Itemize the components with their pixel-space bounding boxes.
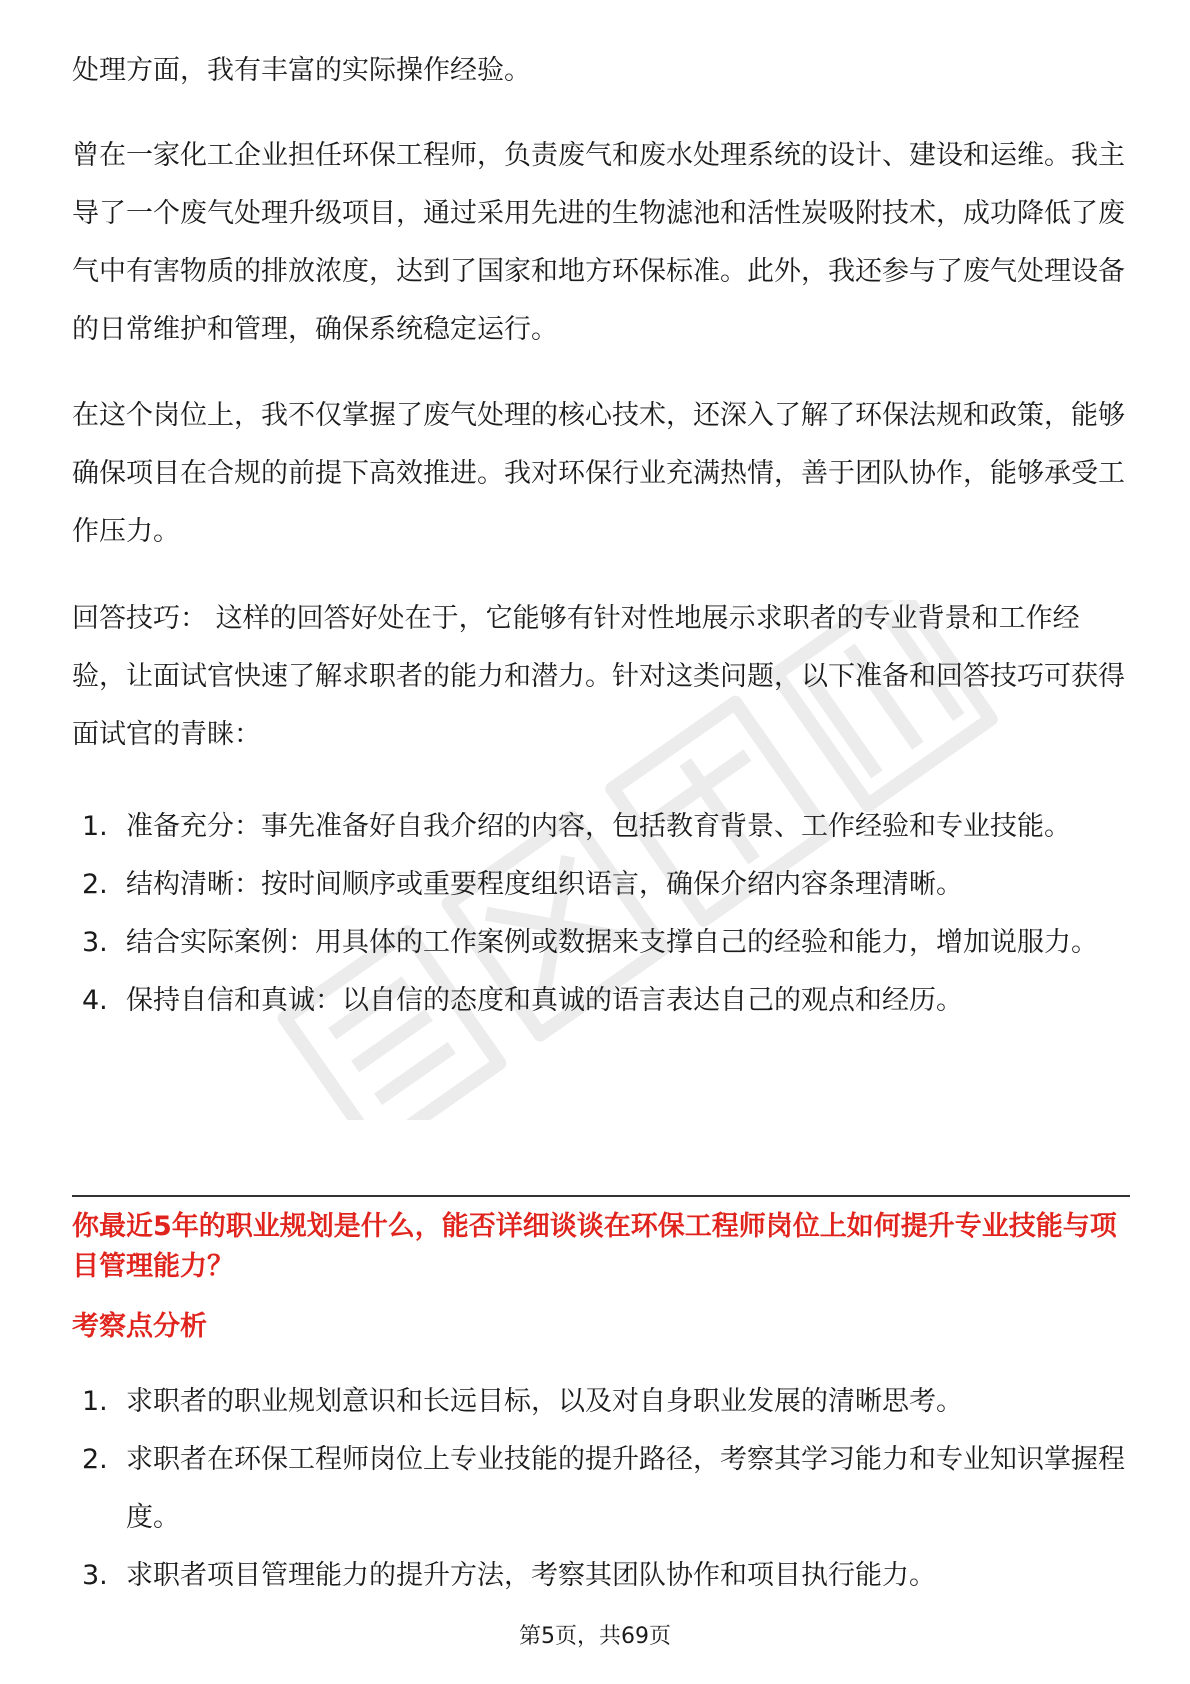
list-number: 3. bbox=[82, 927, 108, 958]
list-item-text: 求职者的职业规划意识和长远目标，以及对自身职业发展的清晰思考。 bbox=[126, 1386, 963, 1417]
list-number: 2. bbox=[82, 869, 108, 900]
list-item-text: 求职者项目管理能力的提升方法，考察其团队协作和项目执行能力。 bbox=[126, 1560, 936, 1591]
list-item bbox=[72, 856, 1130, 914]
list-item bbox=[72, 972, 1130, 1030]
section-divider bbox=[72, 1195, 1130, 1197]
list-item bbox=[72, 798, 1130, 856]
paragraph-role: 在这个岗位上，我不仅掌握了废气处理的核心技术，还深入了解了环保法规和政策，能够确保项目在合规的前提下高效推进。我对环保行业充满热情，善于团队协作，能够承受工作压力。 bbox=[72, 400, 1125, 547]
analysis-heading: 考察点分析 bbox=[72, 1311, 207, 1342]
list-number: 1. bbox=[82, 811, 108, 842]
analysis-list bbox=[72, 1373, 1130, 1605]
list-item-text: 结合实际案例：用具体的工作案例或数据来支撑自己的经验和能力，增加说服力。 bbox=[126, 927, 1098, 958]
paragraph-answer-tips: 回答技巧： 这样的回答好处在于，它能够有针对性地展示求职者的专业背景和工作经验，让面试官快速了解求职者的能力和潜力。针对这类问题，以下准备和回答技巧可获得面试官的青睐： bbox=[72, 603, 1125, 750]
list-item bbox=[72, 1373, 1130, 1431]
tips-list bbox=[72, 798, 1130, 1030]
list-item-text: 保持自信和真诚：以自信的态度和真诚的语言表达自己的观点和经历。 bbox=[126, 985, 963, 1016]
list-item bbox=[72, 914, 1130, 972]
list-number: 3. bbox=[82, 1560, 108, 1591]
paragraph-continuation: 处理方面，我有丰富的实际操作经验。 bbox=[72, 55, 531, 86]
list-item bbox=[72, 1547, 1130, 1605]
list-number: 4. bbox=[82, 985, 108, 1016]
page-number: 第5页，共69页 bbox=[519, 1624, 671, 1649]
list-item-text: 结构清晰：按时间顺序或重要程度组织语言，确保介绍内容条理清晰。 bbox=[126, 869, 963, 900]
list-item-text: 准备充分：事先准备好自我介绍的内容，包括教育背景、工作经验和专业技能。 bbox=[126, 811, 1071, 842]
list-item bbox=[72, 1431, 1130, 1547]
list-item-text: 求职者在环保工程师岗位上专业技能的提升路径，考察其学习能力和专业知识掌握程度。 bbox=[126, 1444, 1125, 1533]
paragraph-experience: 曾在一家化工企业担任环保工程师，负责废气和废水处理系统的设计、建设和运维。我主导了一个废气处理升级项目，通过采用先进的生物滤池和活性炭吸附技术，成功降低了废气中有害物质的排放浓度，达到了国家和地方环保标准。此外，我还参与了废气处理设备的日常维护和管理，确保系统稳定运行。 bbox=[72, 140, 1125, 345]
question-heading: 你最近5年的职业规划是什么，能否详细谈谈在环保工程师岗位上如何提升专业技能与项目管理能力？ bbox=[72, 1211, 1117, 1282]
list-number: 1. bbox=[82, 1386, 108, 1417]
list-number: 2. bbox=[82, 1444, 108, 1475]
